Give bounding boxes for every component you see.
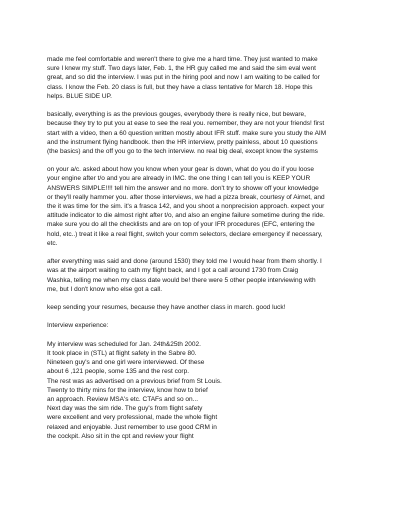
document-page xyxy=(47,55,395,441)
text-line: on your a/c. asked about how you know when your gear is down, what do you do if you loose xyxy=(47,166,315,174)
text-line: sure I knew my stuff. Two days later, Feb. 1, the HR guy called me and said the sim eval went xyxy=(47,65,316,73)
text-line: ANSWERS SIMPLE!!!! tell him the answer and no more. don't try to showw off your knowledge xyxy=(47,184,319,192)
text-line: basically, everything is as the previous gouges, everybody there is really nice, but beware, xyxy=(47,111,306,119)
text-line: or they'll really hammer you. after those interviews, we had a pizza break, courtesy of Airnet, and xyxy=(47,193,325,201)
text-line: the it was time for the sim. it's a frasca 142, and you shoot a nonprecision approach. expect your xyxy=(47,203,325,210)
text-line: Twenty to thirty mins for the interview, know how to brief xyxy=(47,386,208,394)
text-line: start with a video, then a 60 question written mostly about IFR stuff. make sure you study the AIM xyxy=(47,129,327,137)
text-line: My interview was scheduled for Jan. 24th&25th 2002. xyxy=(47,340,201,348)
text-line: me, but I don't know who else got a call. xyxy=(47,285,163,293)
text-line: an approach. Review MSA's etc. CTAFs and so on... xyxy=(47,395,199,403)
text-line: (the basics) and the off you go to the tech interview. no real big deal, except know the systems xyxy=(47,147,318,155)
text-line: about 6 ,121 people, some 135 and the rest corp. xyxy=(47,368,190,376)
text-line: etc. xyxy=(47,239,58,247)
text-line: was at the airport waiting to cath my flight back, and I got a call around 1730 from Craig xyxy=(47,267,299,275)
text-line: your engine after t/o and you are already in IMC. the one thing I can tell you is KEEP YOUR xyxy=(47,175,311,183)
text-line: the cockpit. Also sit in the cpt and review your flight xyxy=(47,432,194,440)
text-line: Next day was the sim ride. The guy's from flight safety xyxy=(47,405,203,413)
text-line: made me feel comfortable and weren't there to give me a hard time. They just wanted to make xyxy=(47,56,318,63)
text-line: make sure you do all the checklists and are on top of your IFR procedures (EFC, entering the xyxy=(47,221,315,229)
text-line: The rest was as advertised on a previous brief from St Louis. xyxy=(47,377,222,385)
paragraph xyxy=(47,340,395,441)
text-line: keep sending your resumes, because they have another class in march. good luck! xyxy=(47,304,286,312)
text-line: Washka, telling me when my class date would be! there were 5 other people interviewing with xyxy=(47,276,316,284)
text-line: It took place in (STL) at flight safety in the Sabre 80. xyxy=(47,350,197,357)
paragraph xyxy=(47,55,395,101)
text-line: hold, etc..) treat it like a real flight, switch your comm selectors, declare emergency if necessary, xyxy=(47,230,323,238)
text-line: and the instrument flying handbook. then the HR interview, pretty painless, about 10 questions xyxy=(47,138,318,146)
text-line: class. I know the Feb. 20 class is full, but they have a class tentative for March 18. Hope this xyxy=(47,83,313,91)
paragraph xyxy=(47,110,395,156)
text-line: helps. BLUE SIDE UP. xyxy=(47,92,112,100)
text-line: after everything was said and done (around 1530) they told me I would hear from them shortly. I xyxy=(47,258,322,266)
paragraph xyxy=(47,303,395,312)
text-line: relaxed and enjoyable. Just remember to use good CRM in xyxy=(47,423,217,431)
text-line: Nineteen guy's and one girl were interviewed. Of these xyxy=(47,359,205,367)
paragraph xyxy=(47,321,395,330)
text-line: were excellent and very professional, made the whole flight xyxy=(47,414,218,422)
text-line: great, and so did the interview. I was put in the hiring pool and now I am waiting to be called for xyxy=(47,74,320,82)
text-line: attitude indicator to die almost right after t/o, and also an engine failure sometime during the ride. xyxy=(47,212,325,220)
text-line: because they try to put you at ease to see the real you. remember, they are not your friends! first xyxy=(47,120,325,128)
paragraph xyxy=(47,165,395,248)
paragraph xyxy=(47,257,395,294)
text-line: Interview experience: xyxy=(47,322,109,330)
